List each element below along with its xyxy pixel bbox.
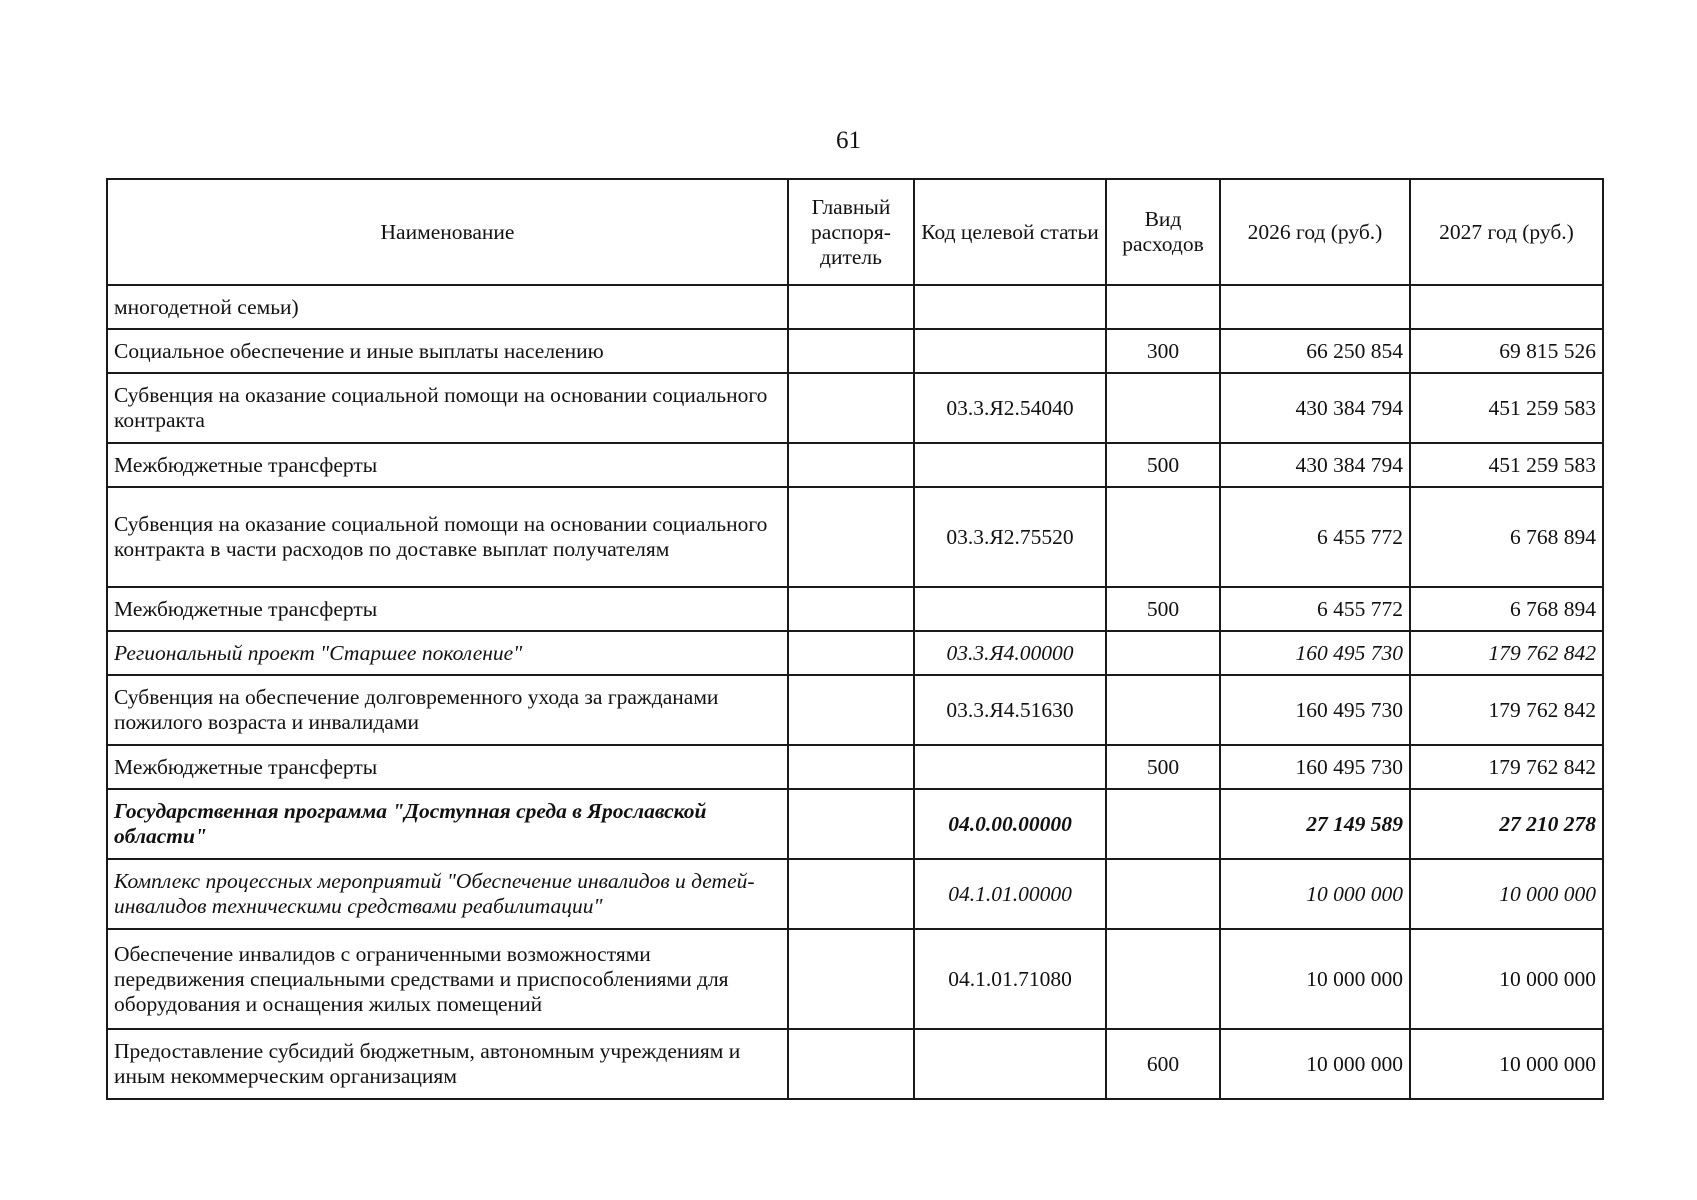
table-row — [107, 285, 1603, 329]
cell-year-2026: 430 384 794 — [1220, 443, 1410, 487]
cell-name: Субвенция на обеспечение долговременного ухода за гражданами пожилого возраста и инвалидами — [107, 675, 788, 745]
cell-code — [914, 1029, 1106, 1099]
table-row — [107, 487, 1603, 587]
page-number: 61 — [836, 127, 861, 154]
cell-expense-type: 300 — [1106, 329, 1220, 373]
cell-year-2027 — [1410, 285, 1603, 329]
cell-year-2026: 160 495 730 — [1220, 631, 1410, 675]
cell-expense-type — [1106, 631, 1220, 675]
cell-year-2026: 66 250 854 — [1220, 329, 1410, 373]
table-row — [107, 1029, 1603, 1099]
table-row — [107, 329, 1603, 373]
cell-year-2026: 160 495 730 — [1220, 745, 1410, 789]
cell-year-2027: 27 210 278 — [1410, 789, 1603, 859]
table-row — [107, 675, 1603, 745]
cell-year-2027: 10 000 000 — [1410, 1029, 1603, 1099]
table-row — [107, 631, 1603, 675]
cell-code — [914, 285, 1106, 329]
header-name: Наименование — [107, 179, 788, 285]
cell-manager — [788, 587, 914, 631]
cell-expense-type: 500 — [1106, 443, 1220, 487]
cell-code: 04.1.01.71080 — [914, 929, 1106, 1029]
cell-name: Предоставление субсидий бюджетным, автономным учреждениям и иным некоммерческим организациям — [107, 1029, 788, 1099]
cell-year-2027: 10 000 000 — [1410, 929, 1603, 1029]
cell-year-2027: 10 000 000 — [1410, 859, 1603, 929]
budget-table — [106, 178, 1604, 1100]
cell-code: 03.3.Я2.75520 — [914, 487, 1106, 587]
cell-code — [914, 745, 1106, 789]
cell-year-2027: 451 259 583 — [1410, 373, 1603, 443]
cell-year-2026 — [1220, 285, 1410, 329]
cell-year-2026: 27 149 589 — [1220, 789, 1410, 859]
cell-expense-type: 500 — [1106, 745, 1220, 789]
cell-name: Региональный проект "Старшее поколение" — [107, 631, 788, 675]
header-expense-type: Вид расходов — [1106, 179, 1220, 285]
cell-code — [914, 329, 1106, 373]
header-year-2026: 2026 год (руб.) — [1220, 179, 1410, 285]
header-year-2027: 2027 год (руб.) — [1410, 179, 1603, 285]
header-code: Код целевой статьи — [914, 179, 1106, 285]
cell-manager — [788, 859, 914, 929]
cell-year-2027: 69 815 526 — [1410, 329, 1603, 373]
cell-year-2027: 179 762 842 — [1410, 745, 1603, 789]
header-manager: Главный распоря-дитель — [788, 179, 914, 285]
cell-expense-type — [1106, 285, 1220, 329]
cell-expense-type — [1106, 859, 1220, 929]
cell-name: Субвенция на оказание социальной помощи на основании социального контракта в части расходов по доставке выплат получателям — [107, 487, 788, 587]
table-row — [107, 745, 1603, 789]
cell-year-2026: 10 000 000 — [1220, 929, 1410, 1029]
cell-code: 03.3.Я2.54040 — [914, 373, 1106, 443]
cell-name: Межбюджетные трансферты — [107, 443, 788, 487]
table-row — [107, 587, 1603, 631]
cell-code: 04.1.01.00000 — [914, 859, 1106, 929]
cell-manager — [788, 789, 914, 859]
table-body — [107, 285, 1603, 1099]
cell-expense-type — [1106, 373, 1220, 443]
cell-name: Комплекс процессных мероприятий "Обеспечение инвалидов и детей-инвалидов техническими средствами реабилитации" — [107, 859, 788, 929]
cell-name: Обеспечение инвалидов с ограниченными возможностями передвижения специальными средствами и приспособлениями для оборудования и оснащения жилых помещений — [107, 929, 788, 1029]
cell-name: Межбюджетные трансферты — [107, 745, 788, 789]
cell-code: 04.0.00.00000 — [914, 789, 1106, 859]
cell-manager — [788, 443, 914, 487]
cell-code — [914, 443, 1106, 487]
cell-manager — [788, 285, 914, 329]
cell-manager — [788, 1029, 914, 1099]
cell-manager — [788, 631, 914, 675]
cell-year-2027: 451 259 583 — [1410, 443, 1603, 487]
cell-manager — [788, 487, 914, 587]
cell-code — [914, 587, 1106, 631]
cell-year-2027: 179 762 842 — [1410, 631, 1603, 675]
cell-expense-type: 600 — [1106, 1029, 1220, 1099]
cell-expense-type — [1106, 789, 1220, 859]
cell-manager — [788, 329, 914, 373]
cell-year-2026: 6 455 772 — [1220, 487, 1410, 587]
cell-year-2026: 430 384 794 — [1220, 373, 1410, 443]
cell-expense-type: 500 — [1106, 587, 1220, 631]
cell-year-2026: 10 000 000 — [1220, 859, 1410, 929]
cell-year-2026: 6 455 772 — [1220, 587, 1410, 631]
table-row — [107, 373, 1603, 443]
cell-manager — [788, 929, 914, 1029]
table-row — [107, 789, 1603, 859]
cell-code: 03.3.Я4.51630 — [914, 675, 1106, 745]
table-row — [107, 443, 1603, 487]
cell-name: Социальное обеспечение и иные выплаты населению — [107, 329, 788, 373]
cell-year-2026: 160 495 730 — [1220, 675, 1410, 745]
cell-code: 03.3.Я4.00000 — [914, 631, 1106, 675]
table-header-row — [107, 179, 1603, 285]
cell-manager — [788, 745, 914, 789]
table-row — [107, 929, 1603, 1029]
cell-name: Субвенция на оказание социальной помощи на основании социального контракта — [107, 373, 788, 443]
cell-manager — [788, 675, 914, 745]
cell-name: Межбюджетные трансферты — [107, 587, 788, 631]
cell-name: Государственная программа "Доступная среда в Ярославской области" — [107, 789, 788, 859]
table-row — [107, 859, 1603, 929]
cell-year-2027: 179 762 842 — [1410, 675, 1603, 745]
cell-year-2027: 6 768 894 — [1410, 587, 1603, 631]
cell-manager — [788, 373, 914, 443]
cell-expense-type — [1106, 675, 1220, 745]
cell-year-2027: 6 768 894 — [1410, 487, 1603, 587]
cell-year-2026: 10 000 000 — [1220, 1029, 1410, 1099]
cell-name: многодетной семьи) — [107, 285, 788, 329]
cell-expense-type — [1106, 487, 1220, 587]
cell-expense-type — [1106, 929, 1220, 1029]
